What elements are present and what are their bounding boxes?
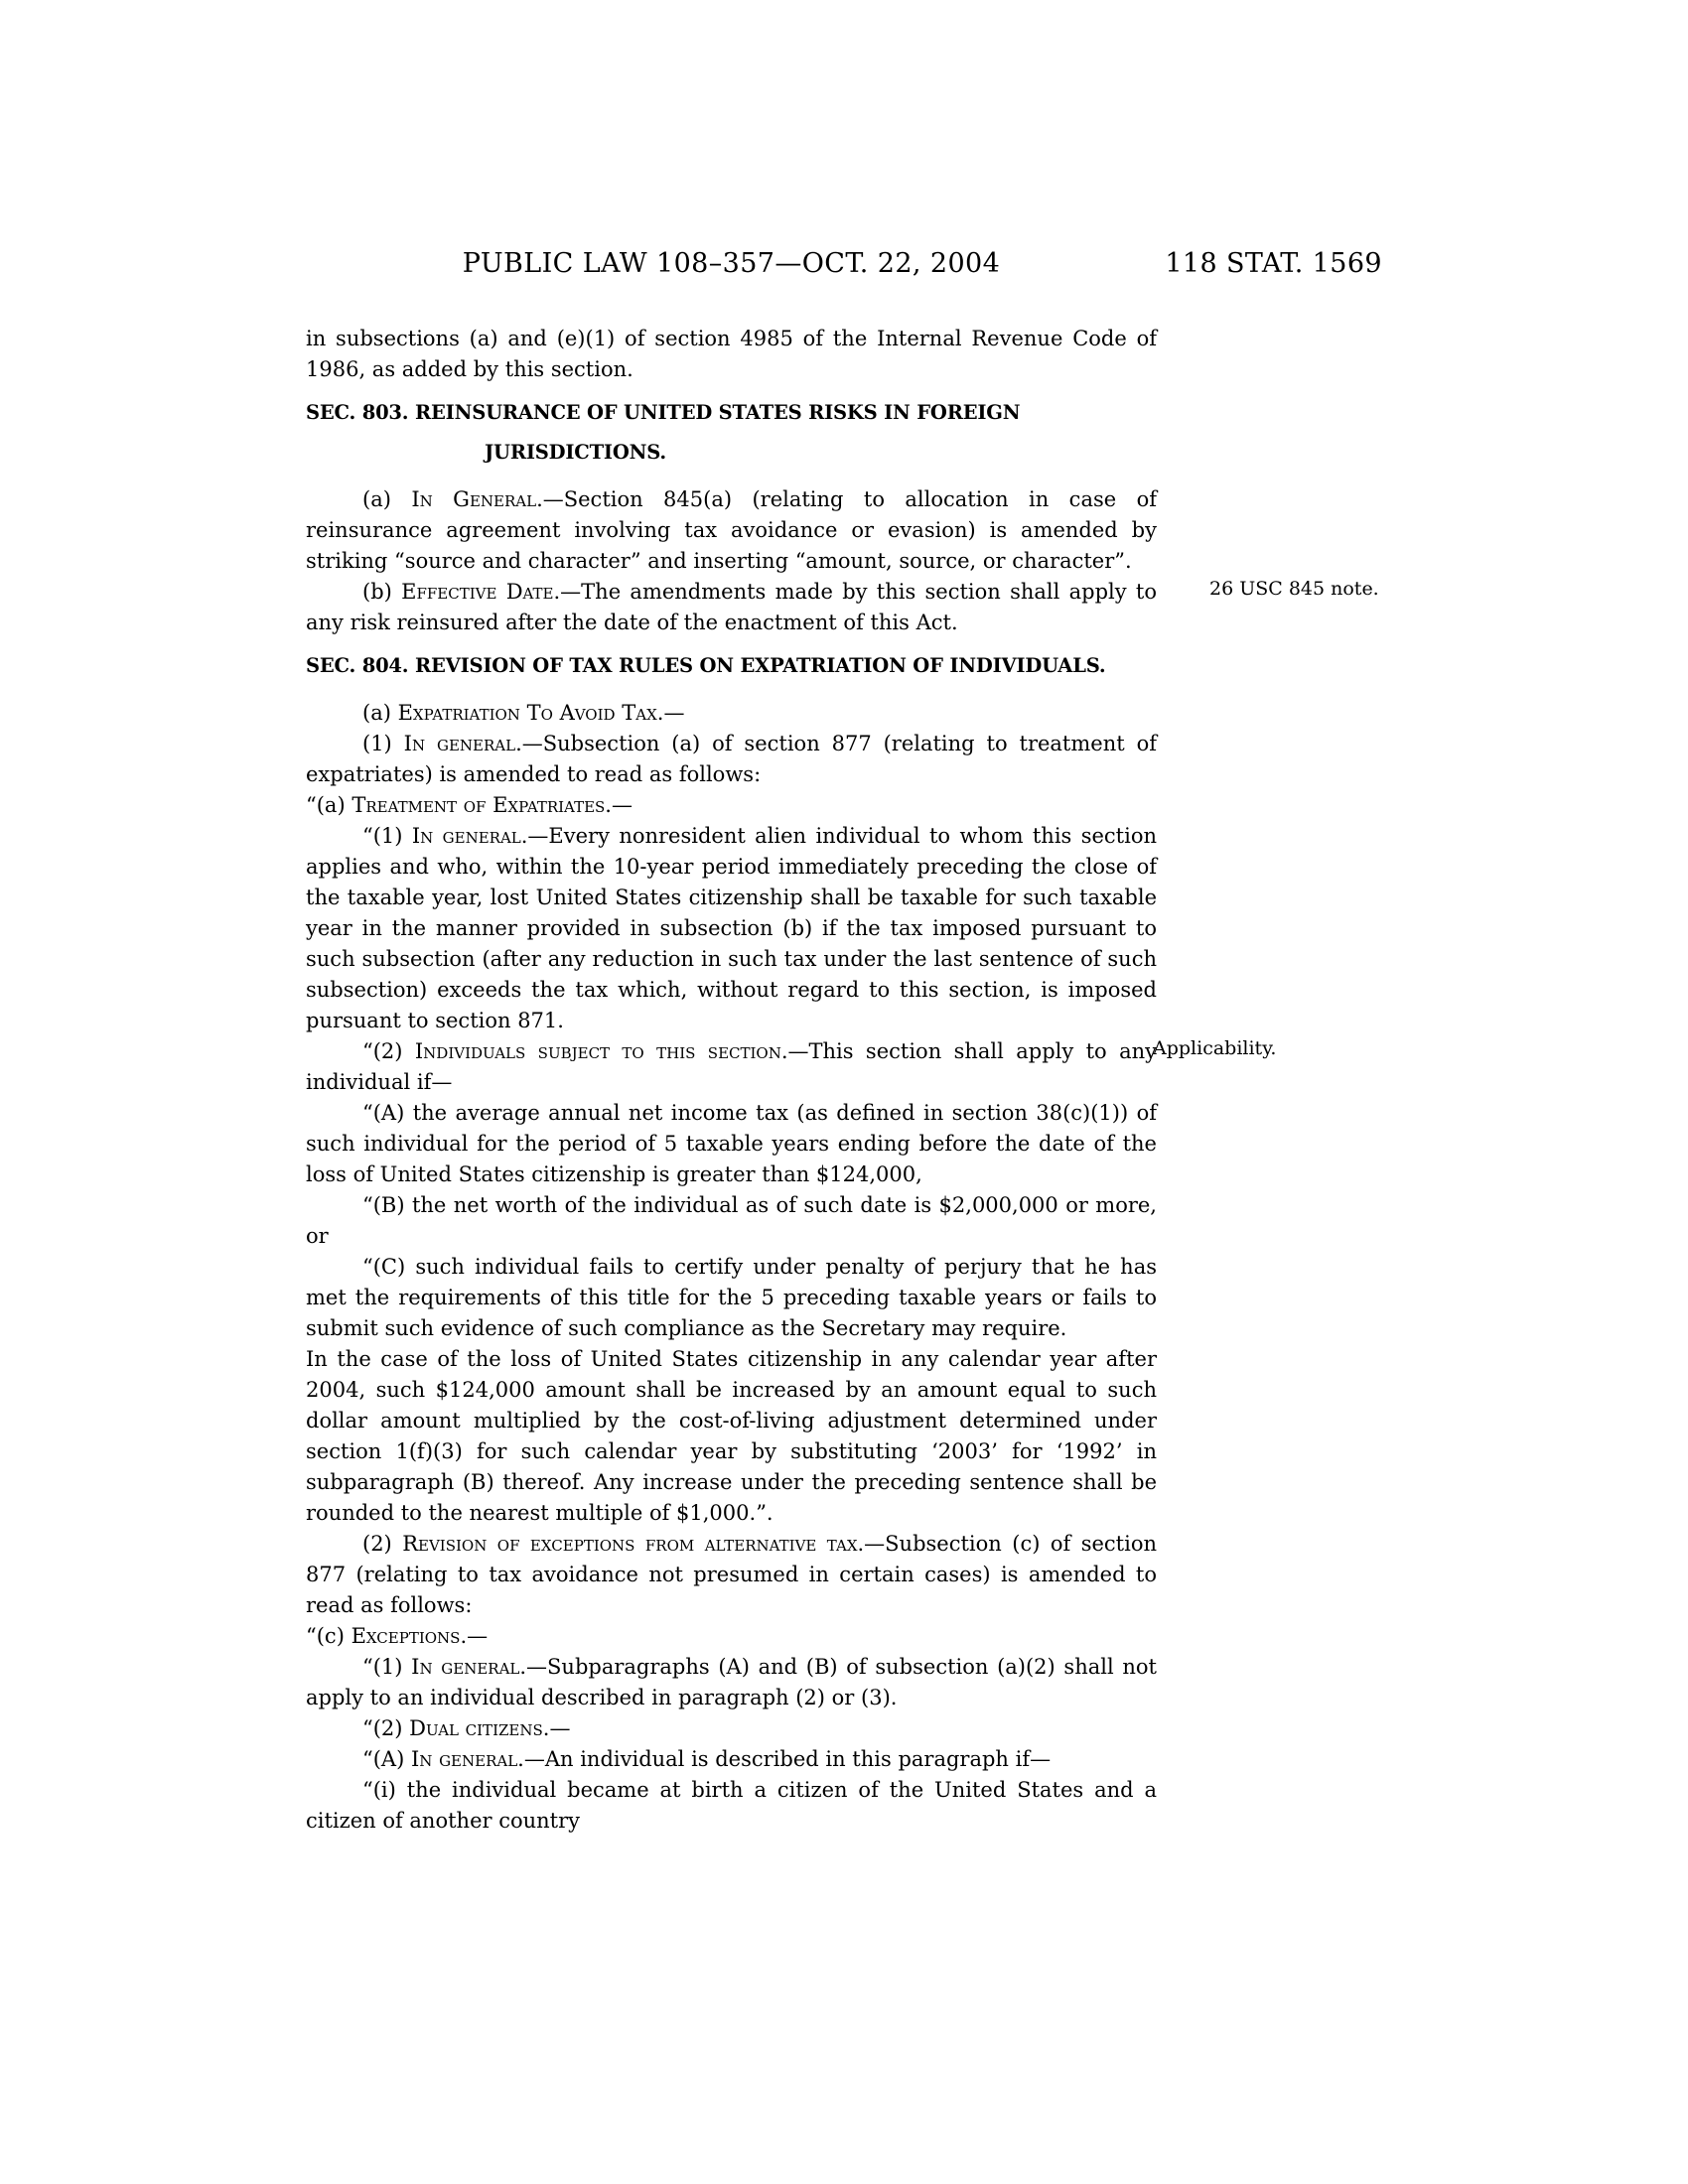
small-caps-run: In general bbox=[411, 1655, 520, 1679]
small-caps-run: In general bbox=[410, 1747, 518, 1771]
small-caps-run: Treatment of Expatriates bbox=[352, 793, 606, 817]
text-run: .—Subparagraphs (A) and (B) of subsection (a)(2) shall not apply to an individual described in paragraph (2) or (3). bbox=[306, 1655, 1157, 1709]
statute-paragraph bbox=[306, 1036, 1277, 1098]
statute-paragraph bbox=[306, 484, 1157, 577]
text-run: .—Every nonresident alien individual to whom this section applies and who, within the 10-year period immediately preceding the close of the taxable year, lost United States citizenship shall be taxable for such taxable year in the manner provided in subsection (b) if the tax imposed pursuant to such subsection (after any reduction in such tax under the last sentence of such subsection) exceeds the tax which, without regard to this section, is imposed pursuant to section 871. bbox=[306, 824, 1157, 1032]
text-run: (a) bbox=[362, 487, 412, 511]
margin-note: Applicability. bbox=[1153, 1037, 1277, 1059]
statute-paragraph bbox=[306, 1744, 1157, 1775]
text-run: in subsections (a) and (e)(1) of section 4985 of the Internal Revenue Code of 1986, as added by this section. bbox=[306, 327, 1157, 381]
running-header-law-title: PUBLIC LAW 108–357—OCT. 22, 2004 bbox=[462, 248, 1001, 279]
text-run: (b) bbox=[362, 580, 402, 604]
small-caps-run: Exceptions bbox=[351, 1624, 461, 1648]
text-run: .—Section 845(a) (relating to allocation in case of reinsurance agreement involving tax avoidance or evasion) is amended by striking “source and character” and inserting “amount, source, or character”. bbox=[306, 487, 1157, 573]
statute-paragraph bbox=[306, 790, 1157, 821]
statute-paragraph bbox=[306, 1621, 1157, 1652]
statute-paragraph bbox=[306, 1652, 1157, 1713]
text-run: .—Subsection (a) of section 877 (relating to treatment of expatriates) is amended to read as follows: bbox=[306, 732, 1157, 786]
text-run: “(1) bbox=[362, 1655, 412, 1679]
statute-paragraph bbox=[306, 729, 1157, 790]
section-heading: SEC. 804. REVISION OF TAX RULES ON EXPATRIATION OF INDIVIDUALS. bbox=[306, 654, 1106, 677]
text-run: “(2) bbox=[362, 1716, 410, 1740]
text-run: (2) bbox=[362, 1532, 403, 1556]
small-caps-run: In general bbox=[403, 732, 516, 755]
small-caps-run: Expatriation To Avoid Tax bbox=[397, 701, 657, 725]
statute-paragraph bbox=[306, 1713, 1157, 1744]
text-run: .— bbox=[656, 701, 685, 725]
small-caps-run: Dual citizens bbox=[409, 1716, 543, 1740]
small-caps-run: Individuals subject to this section bbox=[414, 1039, 781, 1063]
text-run: “(i) the individual became at birth a citizen of the United States and a citizen of another country bbox=[306, 1778, 1157, 1833]
text-run: (1) bbox=[362, 732, 404, 755]
statute-paragraph bbox=[306, 1252, 1157, 1344]
text-run: .— bbox=[605, 793, 633, 817]
text-run: .— bbox=[542, 1716, 571, 1740]
text-run: .—An individual is described in this paragraph if— bbox=[517, 1747, 1052, 1771]
text-run: “(c) bbox=[306, 1624, 352, 1648]
small-caps-run: In general bbox=[411, 824, 521, 848]
small-caps-run: Effective Date bbox=[401, 580, 554, 604]
statute-paragraph bbox=[306, 1775, 1157, 1837]
text-run: In the case of the loss of United States citizenship in any calendar year after 2004, such $124,000 amount shall be increased by an amount equal to such dollar amount multiplied by the cost-of-living adjustment determined under section 1(f)(3) for such calendar year by substituting ‘2003’ for ‘1992’ in subparagraph (B) thereof. Any increase under the preceding sentence shall be rounded to the nearest multiple of $1,000.”. bbox=[306, 1347, 1157, 1525]
statute-paragraph bbox=[306, 821, 1157, 1036]
text-run: “(a) bbox=[306, 793, 352, 817]
text-run: (a) bbox=[362, 701, 398, 725]
running-header bbox=[306, 248, 1382, 282]
statute-paragraph bbox=[306, 1529, 1157, 1621]
section-heading: SEC. 803. REINSURANCE OF UNITED STATES RISKS IN FOREIGN JURISDICTIONS. bbox=[306, 401, 1021, 464]
statute-paragraph bbox=[306, 698, 1157, 729]
statute-paragraph bbox=[306, 1098, 1157, 1190]
text-run: “(B) the net worth of the individual as of such date is $2,000,000 or more, or bbox=[306, 1193, 1157, 1248]
statute-paragraph bbox=[306, 324, 1157, 385]
text-run: “(A) bbox=[362, 1747, 411, 1771]
text-run: “(C) such individual fails to certify under penalty of perjury that he has met the requirements of this title for the 5 preceding taxable years or fails to submit such evidence of such compliance as the Secretary may require. bbox=[306, 1255, 1157, 1340]
statute-paragraph bbox=[306, 577, 1379, 638]
margin-note: 26 USC 845 note. bbox=[1209, 578, 1379, 600]
statute-paragraph bbox=[306, 1344, 1157, 1529]
running-header-stat-page: 118 STAT. 1569 bbox=[1165, 248, 1382, 279]
small-caps-run: In General bbox=[411, 487, 537, 511]
text-run: “(A) the average annual net income tax (as defined in section 38(c)(1)) of such individual for the period of 5 taxable years ending before the date of the loss of United States citizenship is greater than $124,000, bbox=[306, 1101, 1157, 1186]
small-caps-run: Revision of exceptions from alternative tax bbox=[402, 1532, 858, 1556]
text-run: “(1) bbox=[362, 824, 412, 848]
text-run: “(2) bbox=[362, 1039, 415, 1063]
body-column bbox=[306, 324, 1379, 1837]
text-run: .—Subsection (c) of section 877 (relating to tax avoidance not presumed in certain cases) is amended to read as follows: bbox=[306, 1532, 1157, 1617]
text-run: .—This section shall apply to any individual if— bbox=[306, 1039, 1157, 1094]
text-run: .—The amendments made by this section shall apply to any risk reinsured after the date of the enactment of this Act. bbox=[306, 580, 1157, 634]
statute-paragraph bbox=[306, 1190, 1157, 1252]
text-run: .— bbox=[460, 1624, 489, 1648]
